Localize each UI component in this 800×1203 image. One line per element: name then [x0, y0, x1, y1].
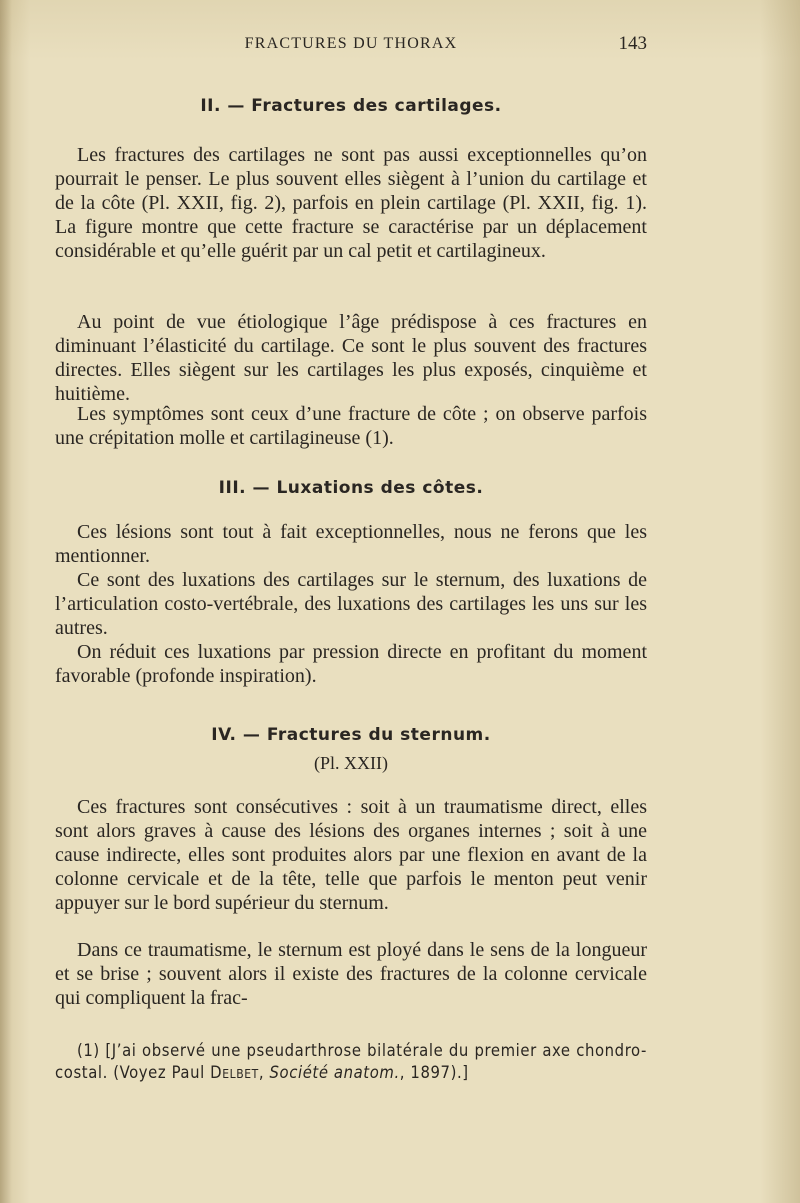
paragraph: Les symptômes sont ceux d’une fracture de côte ; on observe parfois une crépitation molle et cartilagineuse (1).: [55, 403, 647, 449]
footnote-journal: Société anatom.: [269, 1063, 400, 1082]
paragraph: Au point de vue étiologique l’âge prédispose à ces fractures en diminuant l’élasticité du cartilage. Ce sont le plus souvent des fractures directes. Elles siègent sur les cartilages les plus exposés, cinquième et huitième.: [55, 311, 647, 405]
paragraph: Ces lésions sont tout à fait exceptionnelles, nous ne ferons que les mentionner.: [55, 521, 647, 567]
paragraph: On réduit ces luxations par pression directe en profitant du moment favorable (profonde inspiration).: [55, 641, 647, 687]
running-head: [55, 33, 647, 57]
section-heading-luxations: III. — Luxations des côtes.: [218, 478, 484, 498]
section-heading-cartilages: II. — Fractures des cartilages.: [200, 96, 502, 116]
section-heading-sternum: IV. — Fractures du sternum.: [211, 725, 491, 745]
paragraph: Les fractures des cartilages ne sont pas aussi exceptionnelles qu’on pourrait le penser. Le plus souvent elles siègent à l’union du cartilage et de la côte (Pl. XXII, fig. 2), parfois en plein cartilage (Pl. XXII, fig. 1). La figure montre que cette fracture se caractérise par un déplacement considérable et qu’elle guérit par un cal petit et cartilagineux.: [55, 144, 647, 262]
section-subheading-plate: (Pl. XXII): [314, 753, 388, 773]
running-title: FRACTURES DU THORAX: [244, 35, 458, 52]
paragraph: Ce sont des luxations des cartilages sur le sternum, des luxations de l’articulation costo-vertébrale, des luxations des cartilages les uns sur les autres.: [55, 569, 647, 639]
footnote-text: (1) [J’ai observé une pseudarthrose bilatérale du premier axe chondro-costal. (Voyez Paul: [55, 1041, 647, 1082]
book-spine-shadow: [0, 0, 12, 1203]
paragraph: Ces fractures sont consécutives : soit à un traumatisme direct, elles sont alors graves à cause des lésions des organes internes ; soit à une cause indirecte, elles sont produites alors par une flexion en avant de la colonne cervicale et de la tête, telle que parfois le menton peut venir appuyer sur le bord supérieur du sternum.: [55, 796, 647, 914]
footnote-separator: ,: [258, 1063, 270, 1082]
footnote-text-end: , 1897).]: [399, 1063, 469, 1082]
footnote-author: Delbet: [210, 1063, 259, 1082]
page-number: 143: [618, 33, 647, 54]
paragraph: Dans ce traumatisme, le sternum est ployé dans le sens de la longueur et se brise ; souvent alors il existe des fractures de la colonne cervicale qui compliquent la frac-: [55, 939, 647, 1009]
footnote: [55, 1040, 647, 1084]
